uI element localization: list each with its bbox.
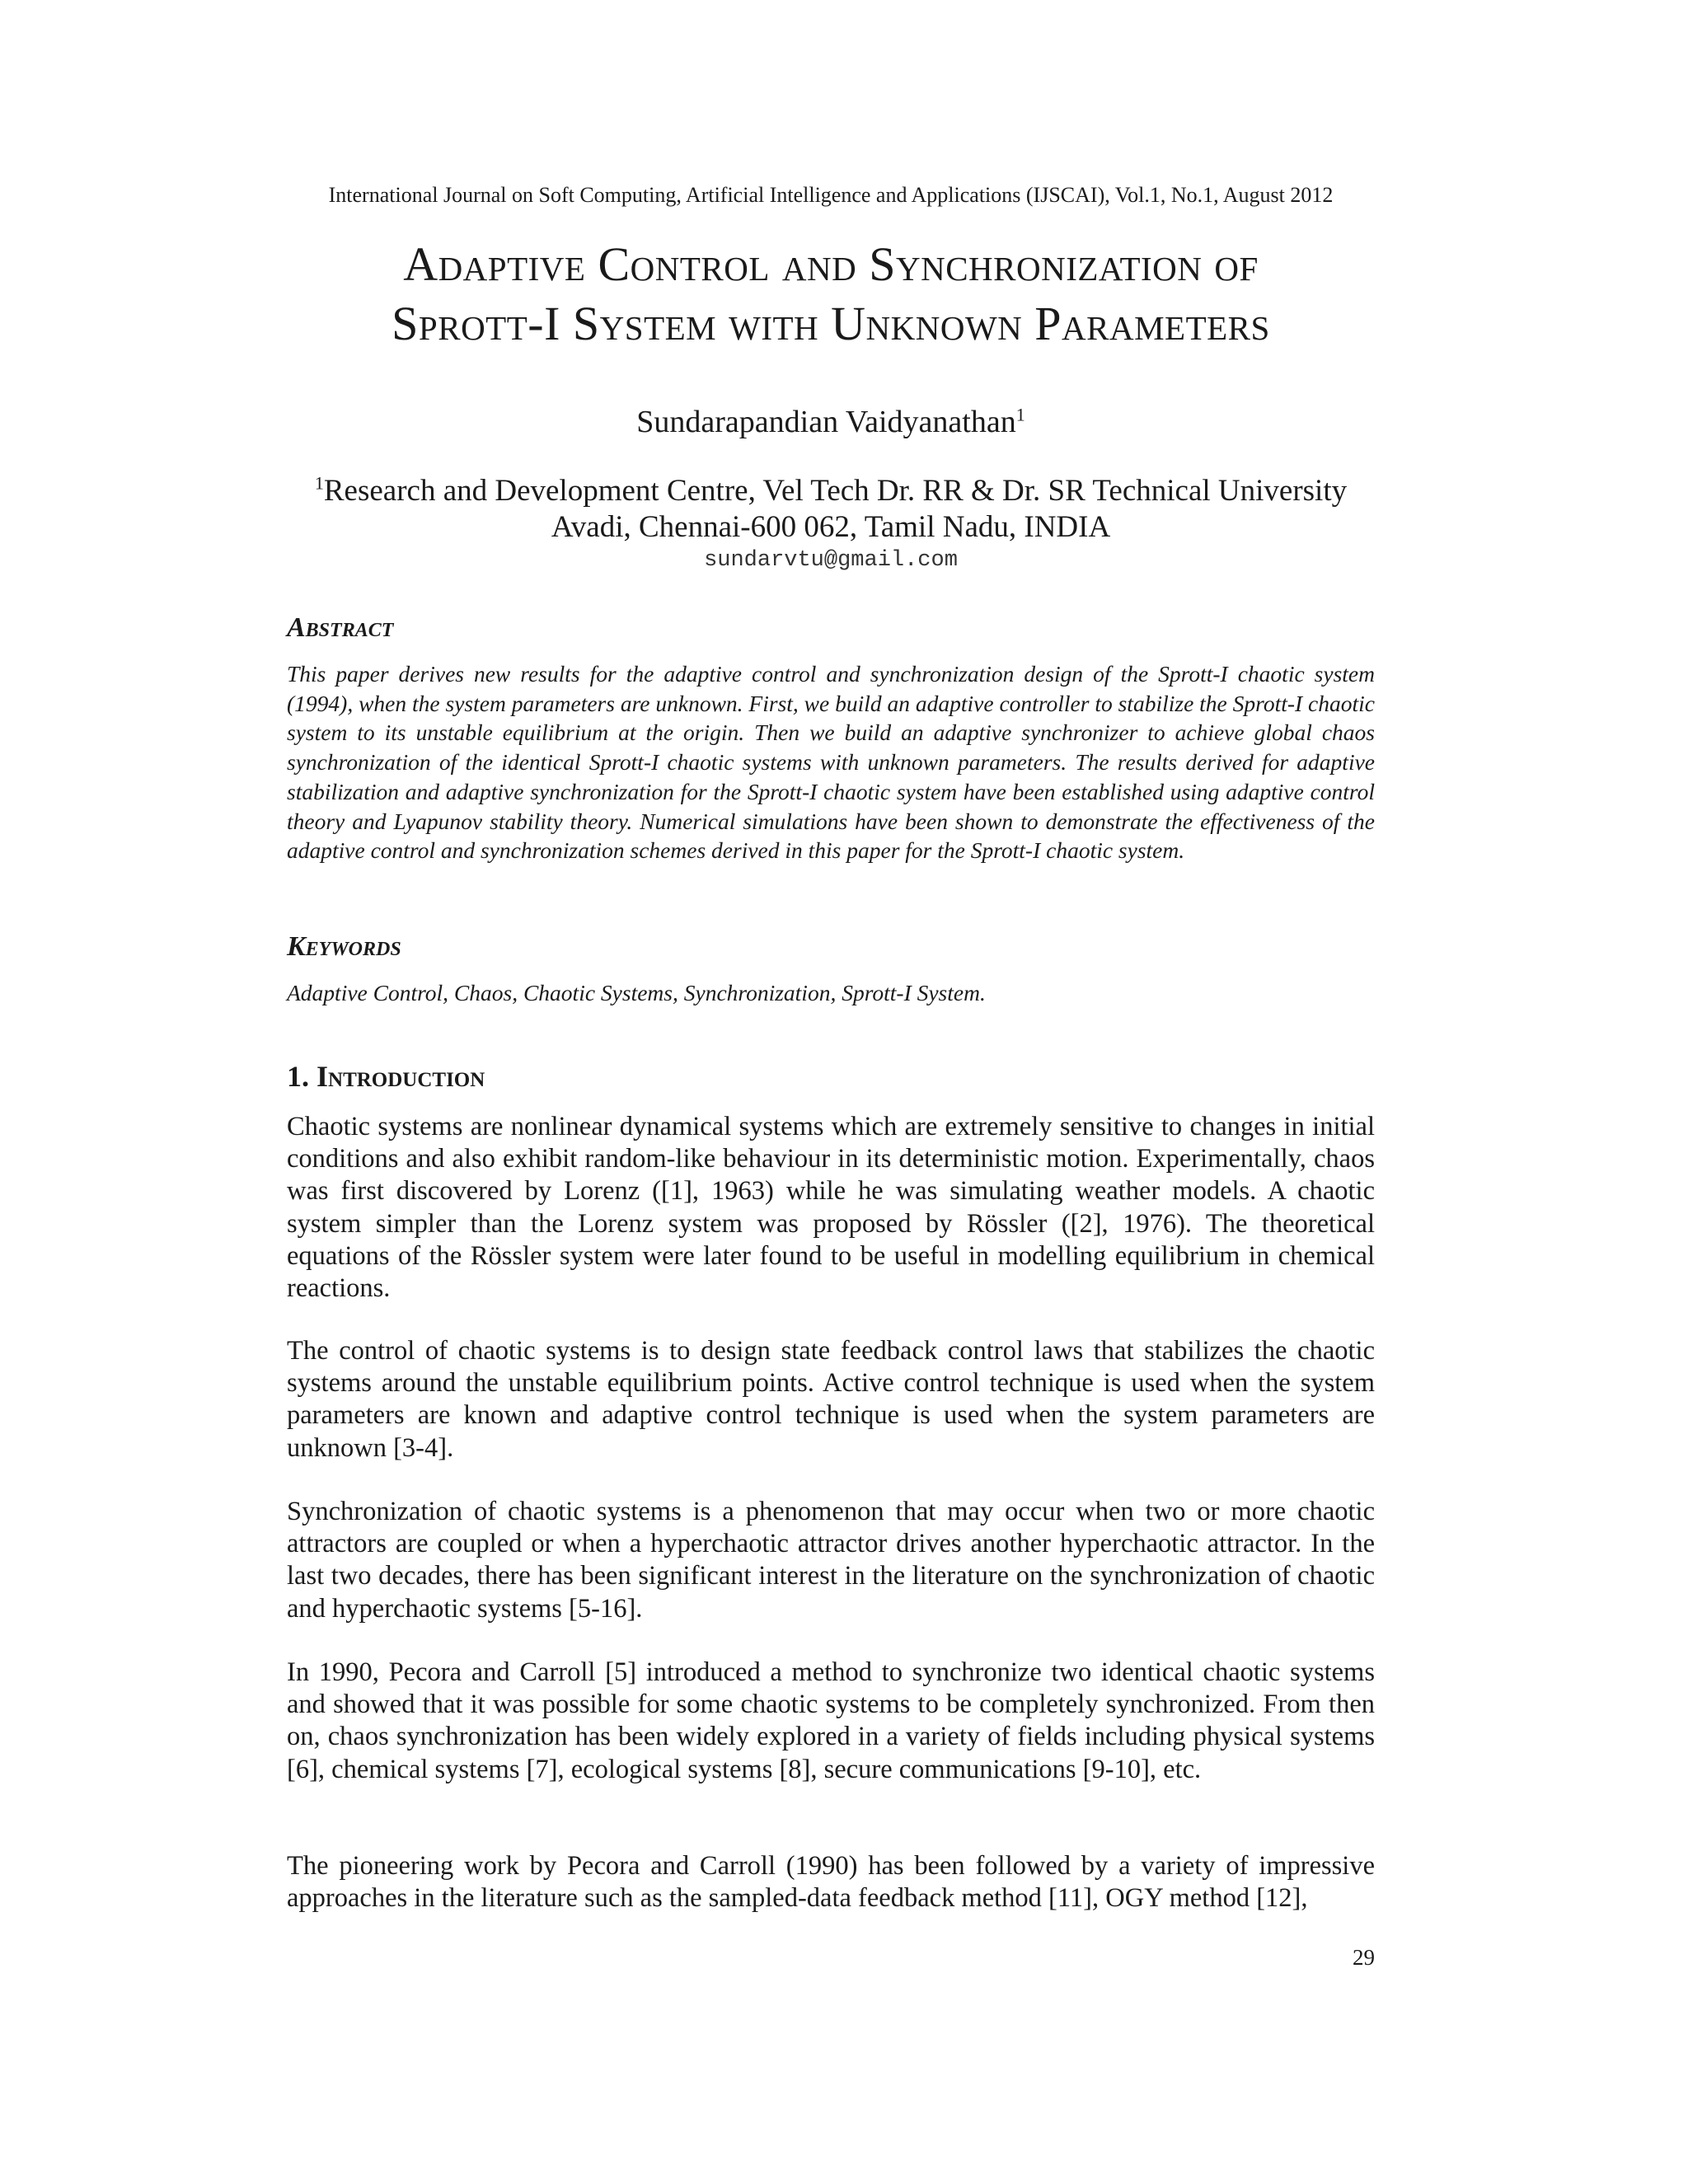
keywords-heading: Keywords bbox=[287, 931, 401, 962]
author-email[interactable]: sundarvtu@gmail.com bbox=[704, 548, 958, 573]
introduction-paragraph-4: In 1990, Pecora and Carroll [5] introduced a method to synchronize two identical chaotic systems and showed that it was possible for some chaotic systems to be completely synchronized. From then on, chaos synchronization has been widely explored in a variety of fields including physical systems [6], chemical systems [7], ecological systems [8], secure communications [9-10], etc. bbox=[287, 1657, 1375, 1784]
keywords-text: Adaptive Control, Chaos, Chaotic Systems, Synchronization, Sprott-I System. bbox=[287, 980, 986, 1005]
paper-title-line-2: Sprott-I System with Unknown Parameters bbox=[392, 297, 1270, 350]
affiliation-superscript: 1 bbox=[314, 472, 324, 494]
abstract-text: This paper derives new results for the adaptive control and synchronization design of the Sprott-I chaotic system (1994), when the system parameters are unknown. First, we build an adaptive controller to stabilize the Sprott-I chaotic system to its unstable equilibrium at the origin. Then we build an adaptive synchronizer to achieve global chaos synchronization of the identical Sprott-I chaotic systems with unknown parameters. The results derived for adaptive stabilization and adaptive synchronization for the Sprott-I chaotic system have been established using adaptive control theory and Lyapunov stability theory. Numerical simulations have been shown to demonstrate the effectiveness of the adaptive control and synchronization schemes derived in this paper for the Sprott-I chaotic system. bbox=[287, 661, 1375, 864]
journal-running-header: International Journal on Soft Computing, Artificial Intelligence and Applications (IJSCAI), Vol.1, No.1, August 2012 bbox=[328, 183, 1334, 207]
introduction-paragraph-2: The control of chaotic systems is to design state feedback control laws that stabilizes the chaotic systems around the unstable equilibrium points. Active control technique is used when the system parameters are known and adaptive control technique is used when the system parameters are unknown [3-4]. bbox=[287, 1336, 1375, 1463]
author-name: Sundarapandian Vaidyanathan bbox=[636, 405, 1016, 439]
paper-title-line-1: Adaptive Control and Synchronization of bbox=[403, 237, 1259, 291]
affiliation-institution: Research and Development Centre, Vel Tech Dr. RR & Dr. SR Technical University bbox=[323, 474, 1348, 508]
author-line bbox=[287, 404, 1375, 440]
affiliation bbox=[287, 473, 1375, 546]
page-number: 29 bbox=[1353, 1945, 1375, 1970]
abstract-heading: Abstract bbox=[287, 612, 394, 643]
paper-title bbox=[287, 235, 1375, 354]
author-superscript: 1 bbox=[1015, 404, 1025, 425]
introduction-paragraph-5: The pioneering work by Pecora and Carroll (1990) has been followed by a variety of impressive approaches in the literature such as the sampled-data feedback method [11], OGY method [12], bbox=[287, 1851, 1375, 1914]
introduction-paragraph-3: Synchronization of chaotic systems is a phenomenon that may occur when two or more chaotic attractors are coupled or when a hyperchaotic attractor drives another hyperchaotic attractor. In the last two decades, there has been significant interest in the literature on the synchronization of chaotic and hyperchaotic systems [5-16]. bbox=[287, 1497, 1375, 1624]
affiliation-line-2: Avadi, Chennai-600 062, Tamil Nadu, INDIA bbox=[551, 510, 1111, 544]
introduction-paragraph-1: Chaotic systems are nonlinear dynamical systems which are extremely sensitive to changes in initial conditions and also exhibit random-like behaviour in its deterministic motion. Experimentally, chaos was first discovered by Lorenz ([1], 1963) while he was simulating weather models. A chaotic system simpler than the Lorenz system was proposed by Rössler ([2], 1976). The theoretical equations of the Rössler system were later found to be useful in modelling equilibrium in chemical reactions. bbox=[287, 1112, 1375, 1304]
affiliation-line-1 bbox=[287, 473, 1375, 509]
introduction-heading: 1. Introduction bbox=[287, 1060, 485, 1093]
